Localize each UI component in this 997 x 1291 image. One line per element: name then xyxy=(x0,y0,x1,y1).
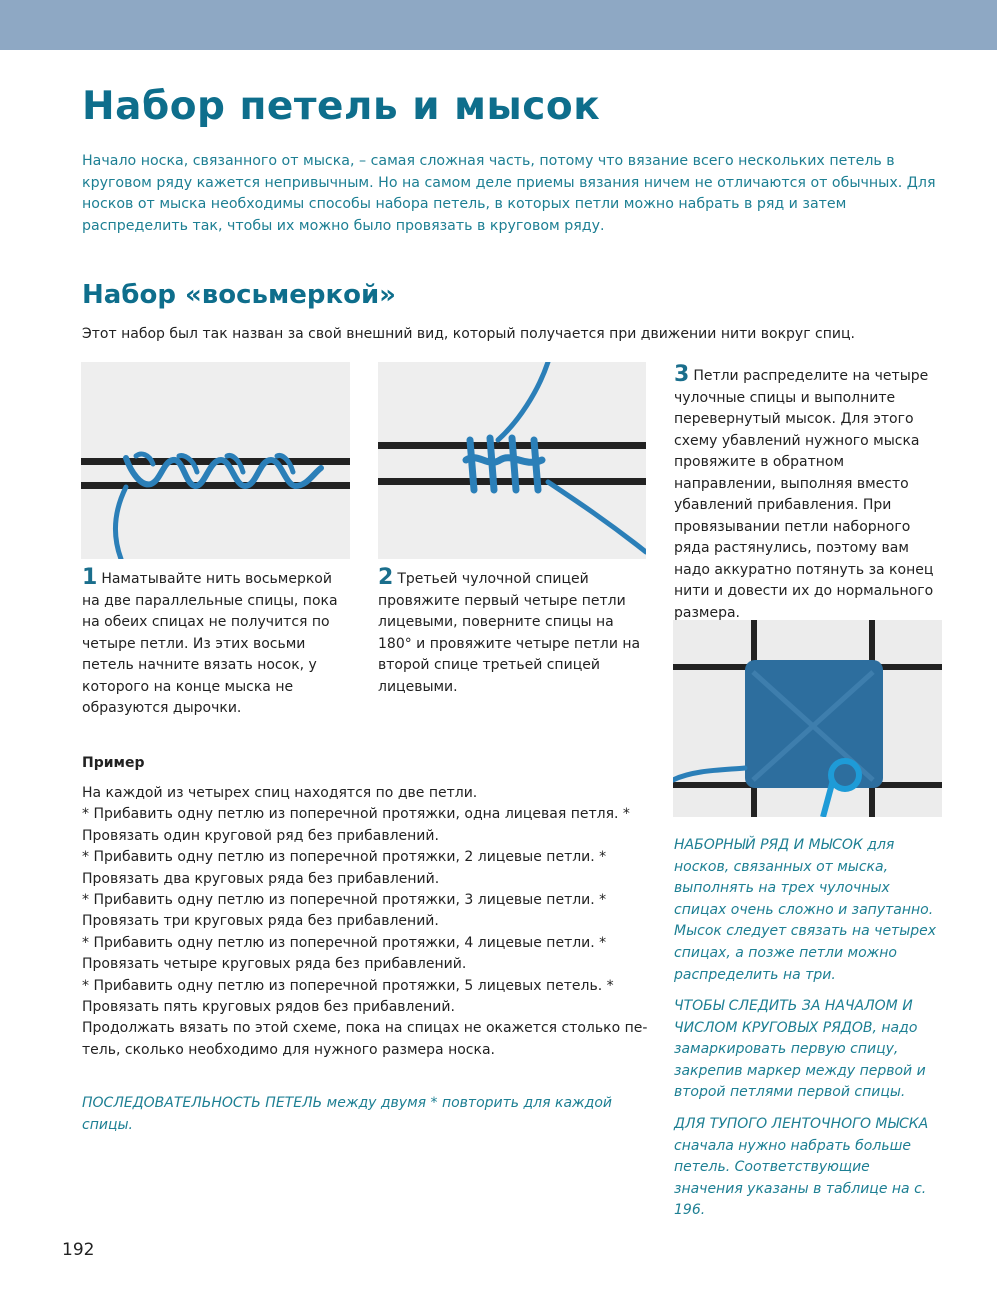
section-title: Набор «восьмеркой» xyxy=(82,280,396,310)
intro-paragraph: Начало носка, связанного от мыска, – самая сложная часть, потому что вязание всего нескольких петель в круговом ряду кажется непривычным. Но на самом деле приемы вязания ничем не отличаются от обычных. Для носков от мыска необходимы способы набора петель, в которых петли можно набрать в ряд и затем распределить так, чтобы их можно было провязать в круговом ряду. xyxy=(82,153,936,234)
side-note-2 xyxy=(674,996,942,1104)
sequence-note-caps: ПОСЛЕДОВАТЕЛЬНОСТЬ ПЕТЕЛЬ xyxy=(82,1095,323,1111)
example-line: тель, сколько необходимо для нужного размера носка. xyxy=(82,1041,495,1058)
side-note-2-caps: ЧТОБЫ СЛЕДИТЬ ЗА НАЧАЛОМ И ЧИСЛОМ КРУГОВЫХ РЯДОВ, xyxy=(674,998,913,1036)
sequence-note xyxy=(82,1093,632,1136)
example-line: Провязать два круговых ряда без прибавлений. xyxy=(82,870,440,887)
step-1-number: 1 xyxy=(82,565,98,590)
example-line: * Прибавить одну петлю из поперечной протяжки, 4 лицевые петли. * xyxy=(82,934,607,951)
side-note-3-caps: ДЛЯ ТУПОГО ЛЕНТОЧНОГО МЫСКА xyxy=(674,1116,929,1132)
step-3-text: Петли распределите на четыре чулочные спицы и выполните перевернутый мысок. Для этого схему убавлений нужного мыска провяжите в обратном направлении, выполняя вместо убавлений прибавления. При провязывании петли наборного ряда растянулись, поэтому вам надо аккуратно потянуть за конец нити и довести их до нормального размера. xyxy=(674,368,934,621)
photo-step-1 xyxy=(81,362,350,559)
example-instructions xyxy=(82,783,648,1061)
page-title: Набор петель и мысок xyxy=(82,84,601,129)
side-note-1-text: для носков, связанных от мыска, выполнять на трех чулочных спицах очень сложно и запутанно. Мысок следует связать на четырех спицах, а позже петли можно распределить на три. xyxy=(674,837,937,983)
step-2-text: Третьей чулочной спицей провяжите первый четыре петли лицевыми, поверните спицы на 180° и провяжите четыре петли на второй спице третьей спицей лицевыми. xyxy=(378,571,641,695)
example-line: Провязать три круговых ряда без прибавлений. xyxy=(82,913,439,930)
step-1-text: Наматывайте нить восьмеркой на две параллельные спицы, пока на обеих спицах не получится по четыре петли. Из этих восьми петель начните вязать носок, у которого на конце мыска не образуются дырочки. xyxy=(82,571,338,716)
section-intro: Этот набор был так назван за свой внешний вид, который получается при движении нити вокруг спиц. xyxy=(82,326,855,342)
page-number: 192 xyxy=(62,1240,95,1260)
step-2 xyxy=(378,567,648,698)
step-2-number: 2 xyxy=(378,565,394,590)
example-line: Провязать пять круговых рядов без прибавлений. xyxy=(82,999,455,1016)
step-3-number: 3 xyxy=(674,362,690,387)
step-1 xyxy=(82,567,354,720)
side-note-3 xyxy=(674,1114,942,1222)
side-note-3-text: сначала нужно набрать больше петель. Соответствующие значения указаны в таблице на с. 196. xyxy=(674,1137,927,1219)
side-note-1-caps: НАБОРНЫЙ РЯД И МЫСОК xyxy=(674,837,863,853)
photo-step-3 xyxy=(673,620,942,817)
example-line: * Прибавить одну петлю из поперечной протяжки, одна лицевая петля. * xyxy=(82,806,630,823)
top-color-bar xyxy=(0,0,997,50)
side-note-1 xyxy=(674,835,942,986)
side-note-2-text: надо замаркировать первую спицу, закрепив маркер между первой и второй петлями первой спицы. xyxy=(674,1019,926,1101)
example-line: На каждой из четырех спиц находятся по две петли. xyxy=(82,785,478,801)
example-line: * Прибавить одну петлю из поперечной протяжки, 2 лицевые петли. * xyxy=(82,849,607,866)
example-line: Провязать четыре круговых ряда без прибавлений. xyxy=(82,956,467,973)
example-line: * Прибавить одну петлю из поперечной протяжки, 5 лицевых петель. * xyxy=(82,977,614,994)
example-heading: Пример xyxy=(82,755,145,771)
example-line: Провязать один круговой ряд без прибавлений. xyxy=(82,827,439,844)
example-line: Продолжать вязать по этой схеме, пока на спицах не окажется столько пе- xyxy=(82,1020,648,1037)
example-line: * Прибавить одну петлю из поперечной протяжки, 3 лицевые петли. * xyxy=(82,892,607,909)
sequence-note-text: между двумя * повторить для каждой спицы. xyxy=(82,1095,612,1133)
step-3 xyxy=(674,364,942,624)
photo-step-2 xyxy=(378,362,646,559)
